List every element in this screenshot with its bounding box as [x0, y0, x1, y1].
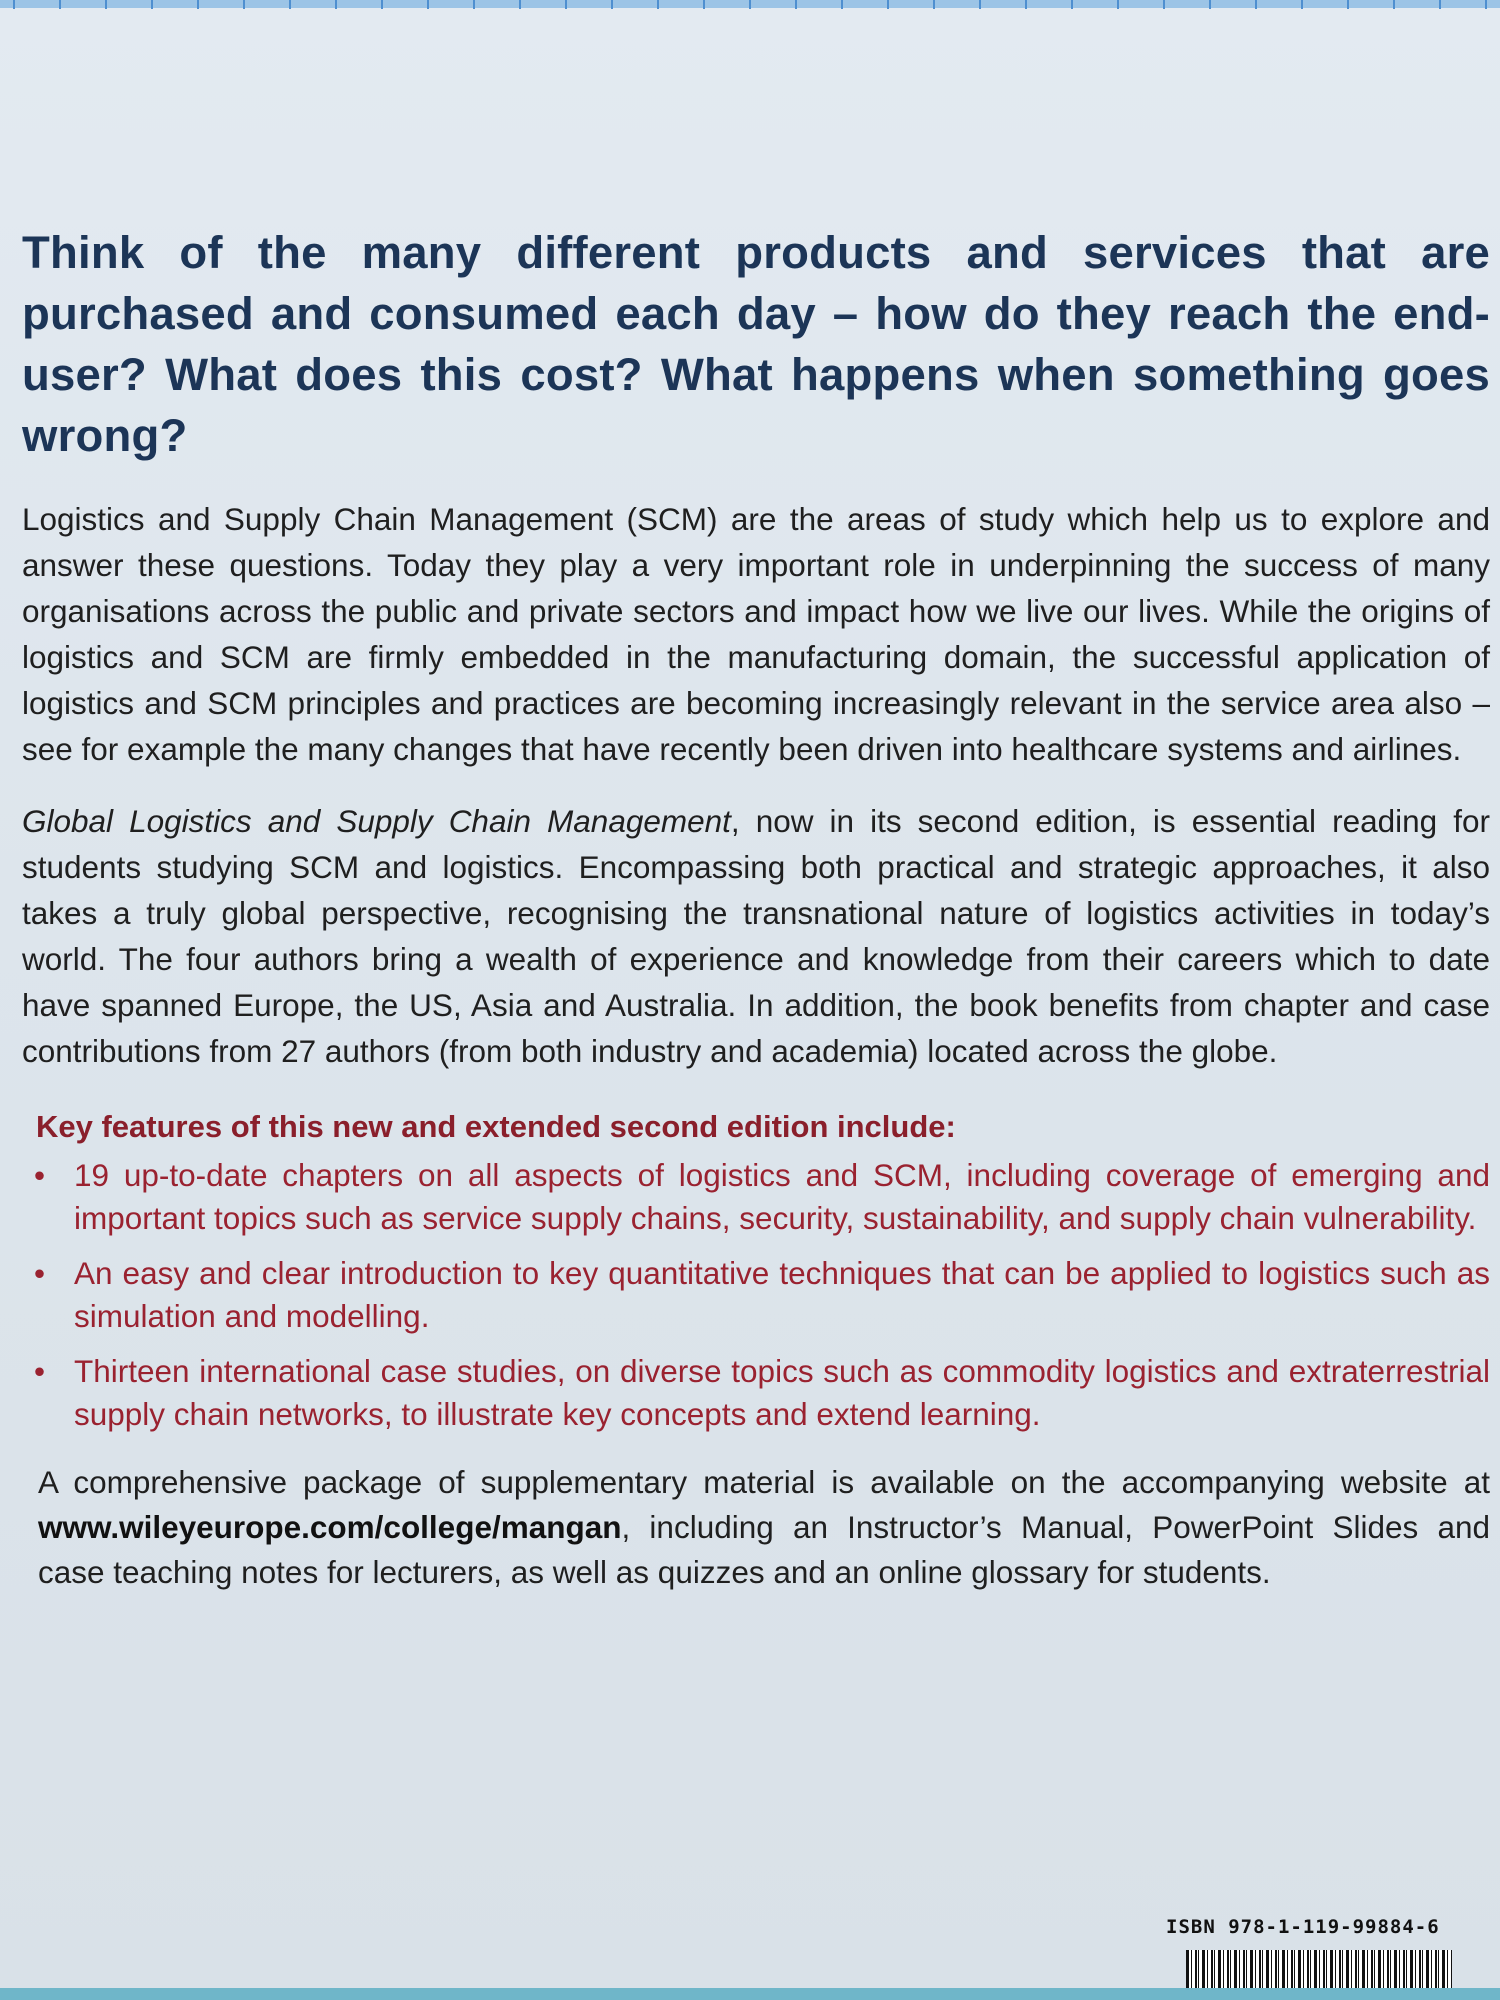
feature-item [22, 1350, 1490, 1436]
bullet-icon: • [34, 1157, 46, 1193]
features-list [22, 1154, 1490, 1436]
supplement-text-before: A comprehensive package of supplementary material is available on the accompanying website at [38, 1464, 1490, 1500]
supplement-text-after: , including an Instructor’s Manual, PowerPoint Slides and case teaching notes for lecturers, as well as quizzes and an online glossary for students. [38, 1509, 1490, 1590]
book-title: Global Logistics and Supply Chain Management [22, 803, 731, 839]
feature-text: Thirteen international case studies, on diverse topics such as commodity logistics and extraterrestrial supply chain networks, to illustrate key concepts and extend learning. [74, 1353, 1490, 1432]
bullet-icon: • [34, 1255, 46, 1291]
isbn-number: ISBN 978-1-119-99884-6 [1166, 1916, 1440, 1938]
companion-website-url: www.wileyeurope.com/college/mangan [38, 1509, 622, 1545]
bottom-cover-edge [0, 1988, 1500, 2000]
book-description-paragraph [22, 798, 1490, 1074]
feature-text: 19 up-to-date chapters on all aspects of logistics and SCM, including coverage of emerging and important topics such as service supply chains, security, sustainability, and supply chain vulnerability. [74, 1157, 1490, 1236]
bullet-icon: • [34, 1353, 46, 1389]
features-heading: Key features of this new and extended second edition include: [36, 1109, 956, 1144]
supplementary-material-paragraph [38, 1460, 1490, 1595]
feature-item [22, 1154, 1490, 1240]
feature-item [22, 1252, 1490, 1338]
feature-text: An easy and clear introduction to key quantitative techniques that can be applied to logistics such as simulation and modelling. [74, 1255, 1490, 1334]
cover-content [22, 222, 1490, 1595]
top-tick-marks [0, 0, 1500, 10]
intro-paragraph: Logistics and Supply Chain Management (SCM) are the areas of study which help us to explore and answer these questions. Today they play a very important role in underpinning the success of many organisations across the public and private sectors and impact how we live our lives. While the origins of logistics and SCM are firmly embedded in the manufacturing domain, the successful application of logistics and SCM principles and practices are becoming increasingly relevant in the service area also – see for example the many changes that have recently been driven into healthcare systems and airlines. [22, 501, 1490, 767]
headline: Think of the many different products and services that are purchased and consumed each day – how do they reach the end-user? What does this cost? What happens when something goes wrong? [22, 227, 1490, 461]
book-description-text: , now in its second edition, is essential reading for students studying SCM and logistics. Encompassing both practical and strategic approaches, it also takes a truly global perspective, recognising the transnational nature of logistics activities in today’s world. The four authors bring a wealth of experience and knowledge from their careers which to date have spanned Europe, the US, Asia and Australia. In addition, the book benefits from chapter and case contributions from 27 authors (from both industry and academia) located across the globe. [22, 803, 1490, 1069]
